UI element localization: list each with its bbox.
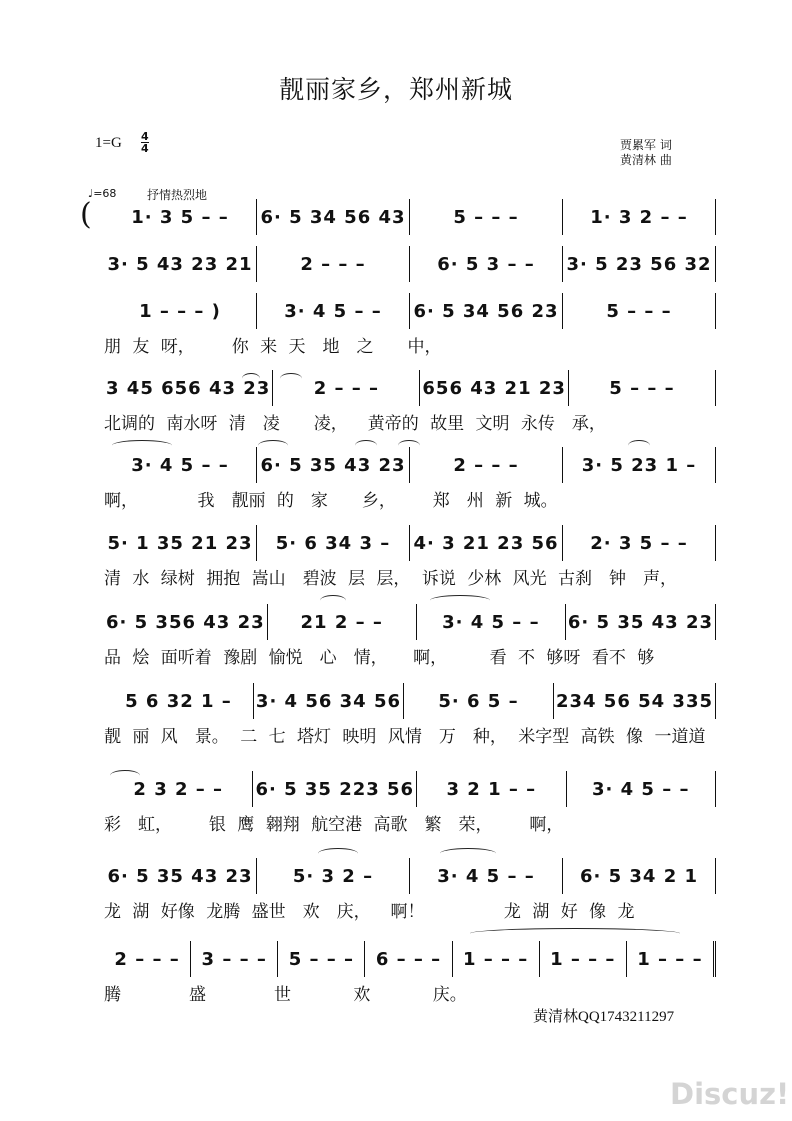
measure: 6· 5 35 43 23 [566,604,716,640]
measure: 5 – – – [278,941,365,977]
slur-mark [258,440,288,451]
slur-mark [318,848,358,859]
measure: 6· 5 35 43 23 [257,447,410,483]
lyrics-line: 腾 盛 世 欢 庆。 [104,985,467,1005]
measure: 3· 5 43 23 21 [104,246,257,282]
measure: 6· 5 35 223 56 [253,771,417,807]
measure: 5· 1 35 21 23 [104,525,257,561]
measure: 6· 5 35 43 23 [104,858,257,894]
measure: 6 – – – [365,941,452,977]
slur-mark [628,440,650,451]
measure: 2· 3 5 – – [563,525,716,561]
measure: 3· 4 5 – – [104,447,257,483]
tie-mark [470,928,680,939]
measure: 3· 4 5 – – [410,858,563,894]
measure: 2 – – – [257,246,410,282]
lyrics-line: 北调的 南水呀 清 凌 凌， 黄帝的 故里 文明 永传 承， [104,414,606,434]
notes-row [104,771,716,807]
measure: 5· 6 5 – [404,683,554,719]
measure: 5· 6 34 3 – [257,525,410,561]
measure: 6· 5 356 43 23 [104,604,268,640]
slur-mark [242,373,260,384]
notes-row [104,683,716,719]
measure: 3· 5 23 1 – [563,447,716,483]
song-title: 靓丽家乡，郑州新城 [278,75,513,104]
slur-mark [320,595,346,606]
measure: 2 – – – [273,370,420,406]
measure: 3 45 656 43 23 [104,370,273,406]
time-signature [141,131,149,154]
lyrics-line: 清 水 绿树 拥抱 嵩山 碧波 层 层， 诉说 少林 风光 古刹 钟 声， [104,569,678,589]
score-system [104,941,716,977]
measure: 21 2 – – [268,604,417,640]
notes-row [104,525,716,561]
slur-mark [110,770,140,781]
score-system [104,683,716,719]
measure: 1 – – – [540,941,627,977]
measure: 3· 4 5 – – [257,293,410,329]
intro-paren: ( [80,197,92,232]
score-system [104,525,716,561]
measure: 4· 3 21 23 56 [410,525,563,561]
measure: 5· 3 2 – [257,858,410,894]
notes-row [104,941,716,977]
measure: 1 – – – [627,941,716,977]
notes-row [104,293,716,329]
composer-credit: 黄清林 曲 [620,153,672,167]
time-signature-bottom: 4 [141,142,149,155]
author-contact: 黄清林QQ1743211297 [533,1009,675,1025]
measure: 1· 3 5 – – [104,199,257,235]
measure: 3 – – – [191,941,278,977]
notes-row [104,447,716,483]
slur-mark [355,440,377,451]
slur-mark [112,440,172,451]
lyrics-line: 品 烩 面听着 豫剧 愉悦 心 情， 啊， 看 不 够呀 看不 够 [104,648,655,668]
slur-mark [430,595,490,606]
measure: 1· 3 2 – – [563,199,716,235]
measure: 3· 5 23 56 32 [563,246,716,282]
notes-row [104,199,716,235]
score-system [104,858,716,894]
notes-row [104,604,716,640]
score-system [104,604,716,640]
measure: 1 – – – ) [104,293,257,329]
score-system [104,246,716,282]
slur-mark [398,440,420,451]
lyrics-line: 彩 虹， 银 鹰 翱翔 航空港 高歌 繁 荣， 啊， [104,815,564,835]
notes-row [104,858,716,894]
measure: 3· 4 56 34 56 [254,683,404,719]
measure: 2 – – – [104,941,191,977]
lyrics-line: 朋 友 呀， 你 来 天 地 之 中， [104,337,442,357]
slur-mark [280,373,302,384]
measure: 5 6 32 1 – [104,683,254,719]
lyricist-credit: 贾累军 词 [620,138,672,152]
lyrics-line: 龙 湖 好像 龙腾 盛世 欢 庆， 啊！ 龙 湖 好 像 龙 [104,902,635,922]
measure: 1 – – – [453,941,540,977]
measure: 5 – – – [410,199,563,235]
score-system [104,293,716,329]
key-signature: 1=G [95,135,122,151]
measure: 2 3 2 – – [104,771,253,807]
measure: 6· 5 34 2 1 [563,858,716,894]
tempo-marking: ♩=68 [88,187,117,200]
score-system [104,370,716,406]
measure: 6· 5 34 56 23 [410,293,563,329]
measure: 3· 4 5 – – [417,604,566,640]
lyrics-line: 靓 丽 风 景。 二 七 塔灯 映明 风情 万 种， 米字型 高铁 像 一道道 [104,727,706,747]
expression-marking: 抒情热烈地 [147,188,208,202]
score-system [104,447,716,483]
measure: 3 2 1 – – [417,771,566,807]
measure: 2 – – – [410,447,563,483]
watermark: Discuz! [670,1077,790,1111]
measure: 3· 4 5 – – [567,771,716,807]
score-system [104,199,716,235]
measure: 234 56 54 335 [554,683,716,719]
lyrics-line: 啊， 我 靓丽 的 家 乡， 郑 州 新 城。 [104,491,558,511]
notes-row [104,246,716,282]
measure: 5 – – – [563,293,716,329]
measure: 6· 5 3 – – [410,246,563,282]
score-system [104,771,716,807]
notes-row [104,370,716,406]
measure: 6· 5 34 56 43 [257,199,410,235]
measure: 5 – – – [569,370,716,406]
slur-mark [440,848,496,859]
measure: 656 43 21 23 [420,370,569,406]
time-signature-top: 4 [141,130,149,143]
